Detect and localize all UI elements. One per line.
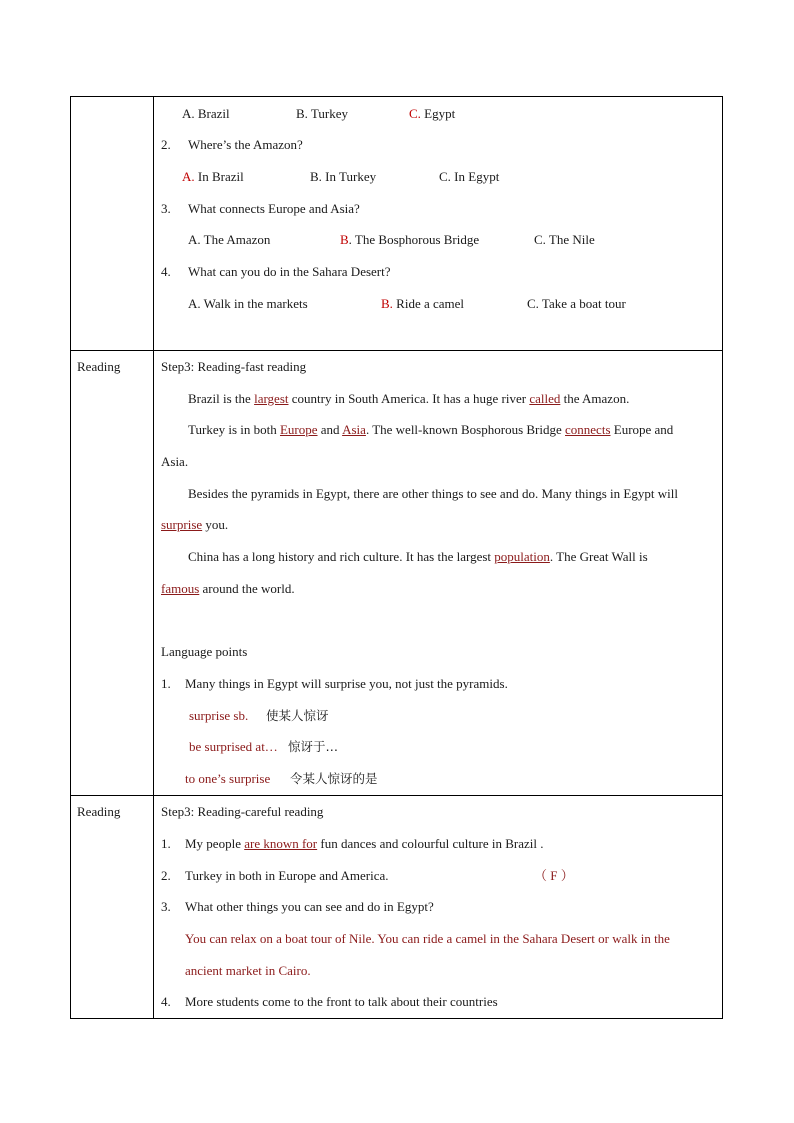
keyword: famous — [161, 581, 200, 596]
phrase-cn: 惊讶于… — [288, 739, 339, 754]
lp1-number: 1. — [161, 676, 171, 691]
text-span: country in South America. It has a huge river — [288, 391, 530, 406]
paragraph-china — [188, 549, 648, 565]
c4-number: 4. — [161, 994, 171, 1009]
text-span: Europe and — [610, 422, 674, 437]
q1-option-b: B. Turkey — [296, 106, 349, 121]
text-span: around the world. — [199, 581, 295, 596]
c2-number: 2. — [161, 868, 171, 883]
q1-answer-letter: C. — [409, 106, 421, 121]
c4-text: More students come to the front to talk about their countries — [185, 994, 498, 1009]
row-label-cell — [71, 351, 154, 795]
q3-option-c: C. The Nile — [534, 232, 595, 247]
language-points-title: Language points — [161, 644, 248, 659]
c2-answer: （ F ） — [534, 868, 574, 883]
q2-text: Where’s the Amazon? — [188, 137, 303, 152]
row-label: Reading — [77, 804, 121, 819]
text-span: . The Great Wall is — [549, 549, 648, 564]
q1-option-c — [409, 106, 455, 122]
q4-answer-letter: B. — [381, 296, 393, 311]
keyword: largest — [254, 391, 289, 406]
q2-option-c: C. In Egypt — [439, 169, 500, 184]
phrase-en: surprise sb. — [189, 708, 249, 723]
paragraph-turkey-cont: Asia. — [161, 454, 189, 469]
q2-option-a-text: In Brazil — [194, 169, 244, 184]
q2-option-a — [182, 169, 244, 185]
q3-option-b — [340, 232, 479, 248]
keyword: Asia — [342, 422, 366, 437]
text-span: the Amazon. — [560, 391, 630, 406]
row-label-cell — [71, 97, 154, 350]
content-cell — [154, 97, 722, 350]
keyword: surprise — [161, 517, 203, 532]
text-span: Turkey is in both — [188, 422, 280, 437]
q1-option-c-text: Egypt — [420, 106, 456, 121]
keyword: population — [494, 549, 550, 564]
text-span: China has a long history and rich culture. It has the largest — [188, 549, 495, 564]
paragraph-turkey — [188, 422, 673, 438]
paragraph-brazil — [188, 391, 629, 407]
step-title: Step3: Reading-careful reading — [161, 804, 324, 819]
paragraph-egypt: Besides the pyramids in Egypt, there are other things to see and do. Many things in Egypt will — [188, 486, 678, 501]
q3-option-a: A. The Amazon — [188, 232, 271, 247]
c3-answer-line2: ancient market in Cairo. — [185, 963, 311, 978]
c2-text: Turkey in both in Europe and America. — [185, 868, 389, 883]
text-span: . The well-known Bosphorous Bridge — [365, 422, 566, 437]
lesson-table — [70, 96, 723, 1019]
table-row — [71, 351, 722, 796]
phrase-cn: 使某人惊讶 — [266, 708, 329, 723]
content-cell — [154, 351, 722, 795]
q3-answer-letter: B — [340, 232, 349, 247]
q2-answer-letter: A. — [182, 169, 195, 184]
table-row — [71, 97, 722, 351]
phrase-en: be surprised at… — [189, 739, 278, 754]
keyword: connects — [565, 422, 611, 437]
keyword: called — [529, 391, 561, 406]
q2-number: 2. — [161, 137, 171, 152]
q2-option-b: B. In Turkey — [310, 169, 377, 184]
c1-number: 1. — [161, 836, 171, 851]
row-label-cell — [71, 796, 154, 1018]
q3-option-b-text: . The Bosphorous Bridge — [348, 232, 480, 247]
q4-option-c: C. Take a boat tour — [527, 296, 626, 311]
q3-text: What connects Europe and Asia? — [188, 201, 360, 216]
text-span: My people — [185, 836, 245, 851]
text-span: and — [317, 422, 343, 437]
phrase-cn: 令某人惊讶的是 — [290, 771, 378, 786]
paragraph-china-cont — [161, 581, 295, 597]
phrase-en: to one’s surprise — [185, 771, 271, 786]
q1-option-a: A. Brazil — [182, 106, 230, 121]
text-span: you. — [202, 517, 229, 532]
c1-text — [185, 836, 543, 852]
c3-text: What other things you can see and do in Egypt? — [185, 899, 434, 914]
keyword: are known for — [244, 836, 318, 851]
c3-number: 3. — [161, 899, 171, 914]
table-row — [71, 796, 722, 1018]
q4-option-b-text: Ride a camel — [392, 296, 465, 311]
q4-option-b — [381, 296, 464, 312]
text-span: Brazil is the — [188, 391, 255, 406]
q4-text: What can you do in the Sahara Desert? — [188, 264, 391, 279]
row-label: Reading — [77, 359, 121, 374]
text-span: fun dances and colourful culture in Brazil . — [317, 836, 544, 851]
c3-answer-line1: You can relax on a boat tour of Nile. You can ride a camel in the Sahara Desert or walk in the — [185, 931, 670, 946]
q4-option-a: A. Walk in the markets — [188, 296, 308, 311]
q4-number: 4. — [161, 264, 171, 279]
q3-number: 3. — [161, 201, 171, 216]
lp1-text: Many things in Egypt will surprise you, not just the pyramids. — [185, 676, 508, 691]
step-title: Step3: Reading-fast reading — [161, 359, 307, 374]
paragraph-egypt-cont — [161, 517, 228, 533]
keyword: Europe — [279, 422, 318, 437]
content-cell — [154, 796, 722, 1018]
